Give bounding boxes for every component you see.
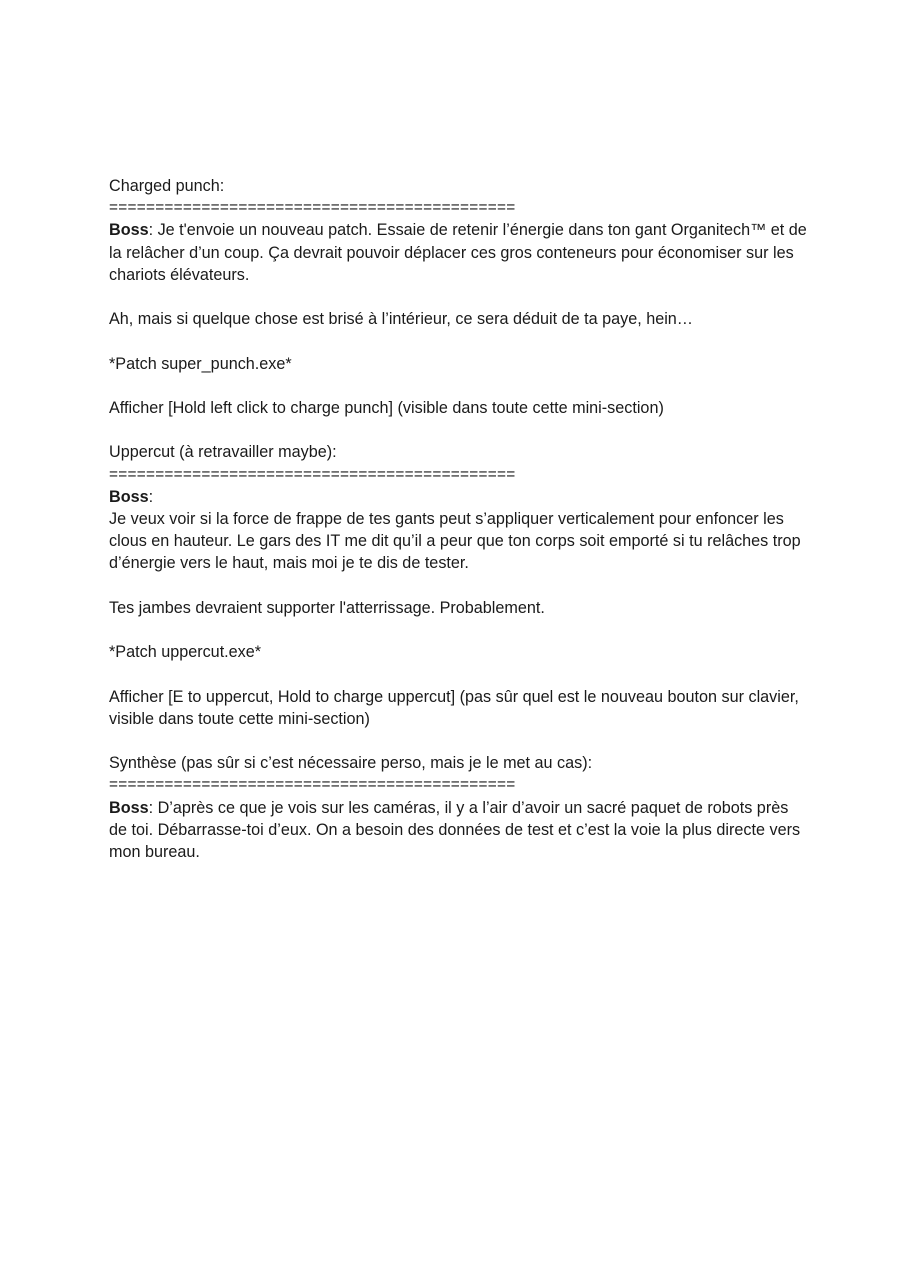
speaker-line (109, 486, 809, 508)
speaker-name: Boss (109, 221, 149, 240)
separator-line: ============================================ (109, 199, 516, 217)
section-heading: Uppercut (à retravailler maybe): (109, 443, 337, 462)
speaker-name: Boss (109, 798, 149, 817)
section-heading: Charged punch: (109, 177, 225, 195)
dialogue-text: : Je t'envoie un nouveau patch. Essaie de retenir l’énergie dans ton gant Organitech™ et de la relâcher d’un coup. Ça devrait pouvoir déplacer ces gros conteneurs pour économiser sur les chariots élévateurs. (109, 221, 807, 284)
section-synthese (109, 752, 809, 863)
boss-dialogue (109, 219, 809, 286)
dialogue-text: Ah, mais si quelque chose est brisé à l’intérieur, ce sera déduit de ta paye, hein… (109, 310, 693, 329)
speaker-name: Boss (109, 487, 149, 506)
section-heading: Synthèse (pas sûr si c’est nécessaire perso, mais je le met au cas): (109, 754, 593, 773)
separator-line: ============================================ (109, 776, 516, 794)
section-uppercut (109, 441, 809, 752)
display-instruction: Afficher [E to uppercut, Hold to charge uppercut] (pas sûr quel est le nouveau bouton sur clavier, visible dans toute cette mini-section) (109, 687, 799, 728)
boss-dialogue (109, 797, 809, 864)
display-instruction: Afficher [Hold left click to charge punch] (visible dans toute cette mini-section) (109, 398, 664, 417)
section-charged-punch (109, 175, 809, 441)
separator-line: ============================================ (109, 465, 516, 483)
document-page (109, 175, 809, 863)
dialogue-text: : D’après ce que je vois sur les caméras, il y a l’air d’avoir un sacré paquet de robots près de toi. Débarrasse-toi d’eux. On a besoin des données de test et c’est la voie la plus directe vers mon bureau. (109, 798, 801, 861)
dialogue-text: Tes jambes devraient supporter l'atterrissage. Probablement. (109, 598, 545, 617)
speaker-suffix: : (148, 487, 154, 506)
dialogue-text: Je veux voir si la force de frappe de tes gants peut s’appliquer verticalement pour enfoncer les clous en hauteur. Le gars des IT me dit qu’il a peur que ton corps soit emporté si tu relâches trop d’énergie vers le haut, mais moi je te dis de tester. (109, 509, 801, 573)
patch-note: *Patch uppercut.exe* (109, 643, 262, 662)
patch-note: *Patch super_punch.exe* (109, 354, 292, 373)
